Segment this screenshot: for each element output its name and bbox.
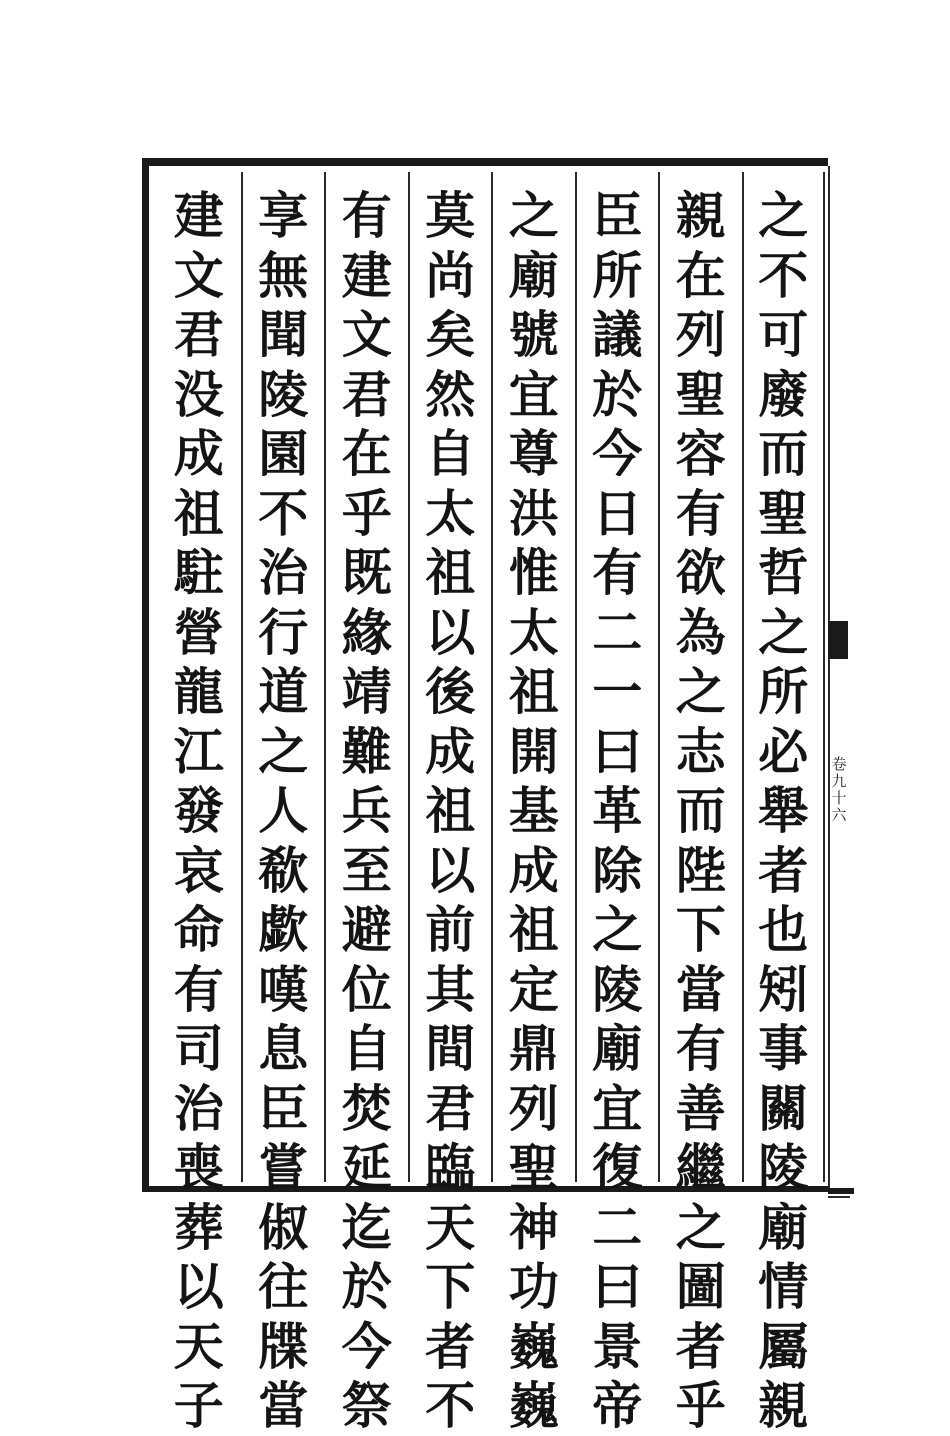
character: 於	[341, 1257, 392, 1316]
character: 復	[592, 1138, 643, 1197]
character: 太	[425, 483, 476, 543]
character: 而	[675, 781, 726, 840]
character: 君	[425, 1078, 476, 1138]
fold-label-char: 六	[831, 806, 847, 824]
character: 洪	[508, 483, 559, 543]
character: 發	[173, 781, 224, 840]
character: 列	[508, 1078, 559, 1138]
character: 議	[592, 305, 643, 364]
character: 以	[425, 602, 476, 662]
character: 之	[592, 900, 643, 959]
character: 臨	[425, 1138, 476, 1197]
character: 臣	[592, 186, 643, 245]
character: 列	[675, 305, 726, 364]
character: 營	[173, 602, 224, 662]
character: 祖	[508, 662, 559, 721]
character: 聞	[258, 305, 309, 364]
character: 園	[258, 424, 309, 483]
fold-label-char: 卷	[831, 755, 847, 773]
character: 至	[341, 840, 392, 900]
character: 矧	[758, 959, 809, 1019]
character: 鼎	[508, 1019, 559, 1078]
character: 往	[258, 1257, 309, 1316]
character: 基	[508, 781, 559, 840]
character: 陛	[675, 840, 726, 900]
character: 容	[675, 424, 726, 483]
character: 下	[675, 900, 726, 959]
character: 兵	[341, 781, 392, 840]
character: 者	[425, 1316, 476, 1376]
character: 祖	[425, 543, 476, 602]
character: 神	[508, 1197, 559, 1257]
fold-volume-label	[830, 756, 848, 824]
character: 革	[592, 781, 643, 840]
character: 哲	[758, 543, 809, 602]
character: 君	[173, 305, 224, 364]
character: 所	[592, 245, 643, 305]
character: 以	[173, 1257, 224, 1316]
character: 命	[173, 900, 224, 959]
character: 今	[341, 1316, 392, 1376]
character: 繼	[675, 1138, 726, 1197]
character: 矣	[425, 305, 476, 364]
character: 不	[258, 483, 309, 543]
text-columns	[157, 172, 825, 1435]
text-column-5	[408, 172, 492, 1435]
character: 廟	[592, 1019, 643, 1078]
character: 牒	[258, 1316, 309, 1376]
character: 道	[258, 662, 309, 721]
character: 成	[173, 424, 224, 483]
character: 曰	[592, 1257, 643, 1316]
character: 不	[425, 1376, 476, 1435]
character: 惟	[508, 543, 559, 602]
character: 舉	[758, 781, 809, 840]
character: 之	[758, 602, 809, 662]
character: 有	[675, 483, 726, 543]
character: 俶	[258, 1197, 309, 1257]
character: 在	[341, 424, 392, 483]
character: 關	[758, 1078, 809, 1138]
character: 號	[508, 305, 559, 364]
character: 建	[341, 245, 392, 305]
character: 定	[508, 959, 559, 1019]
character: 除	[592, 840, 643, 900]
character: 没	[173, 364, 224, 424]
character: 建	[173, 186, 224, 245]
character: 必	[758, 721, 809, 781]
character: 有	[675, 1019, 726, 1078]
page-fold	[828, 166, 850, 1188]
character: 天	[425, 1197, 476, 1257]
character: 廟	[508, 245, 559, 305]
character: 所	[758, 662, 809, 721]
character: 有	[592, 543, 643, 602]
character: 善	[675, 1078, 726, 1138]
character: 前	[425, 900, 476, 959]
character: 陵	[258, 364, 309, 424]
character: 之	[758, 186, 809, 245]
character: 之	[258, 721, 309, 781]
character: 無	[258, 245, 309, 305]
character: 帝	[592, 1376, 643, 1435]
character: 天	[173, 1316, 224, 1376]
character: 緣	[341, 602, 392, 662]
character: 親	[675, 186, 726, 245]
character: 哀	[173, 840, 224, 900]
character: 乎	[341, 483, 392, 543]
character: 志	[675, 721, 726, 781]
character: 陵	[592, 959, 643, 1019]
character: 龍	[173, 662, 224, 721]
character: 自	[425, 424, 476, 483]
character: 今	[592, 424, 643, 483]
character: 莫	[425, 186, 476, 245]
character: 子	[173, 1376, 224, 1435]
character: 然	[425, 364, 476, 424]
character: 景	[592, 1316, 643, 1376]
character: 事	[758, 1019, 809, 1078]
character: 後	[425, 662, 476, 721]
character: 臣	[258, 1078, 309, 1138]
character: 位	[341, 959, 392, 1019]
character: 人	[258, 781, 309, 840]
character: 而	[758, 424, 809, 483]
character: 當	[675, 959, 726, 1019]
text-column-6	[324, 172, 408, 1435]
text-column-1	[742, 172, 826, 1435]
character: 宜	[592, 1078, 643, 1138]
character: 日	[592, 483, 643, 543]
character: 聖	[675, 364, 726, 424]
character: 圖	[675, 1257, 726, 1316]
character: 廟	[758, 1197, 809, 1257]
character: 太	[508, 602, 559, 662]
character: 功	[508, 1257, 559, 1316]
character: 喪	[173, 1138, 224, 1197]
text-column-7	[241, 172, 325, 1435]
character: 也	[758, 900, 809, 959]
character: 不	[758, 245, 809, 305]
character: 可	[758, 305, 809, 364]
character: 歔	[258, 900, 309, 959]
character: 二	[592, 602, 643, 662]
character: 之	[675, 1197, 726, 1257]
character: 祖	[173, 483, 224, 543]
character: 在	[675, 245, 726, 305]
character: 息	[258, 1019, 309, 1078]
character: 曰	[592, 721, 643, 781]
text-column-4	[491, 172, 575, 1435]
character: 江	[173, 721, 224, 781]
character: 宜	[508, 364, 559, 424]
character: 祖	[508, 900, 559, 959]
character: 嘆	[258, 959, 309, 1019]
character: 當	[258, 1376, 309, 1435]
character: 治	[258, 543, 309, 602]
character: 開	[508, 721, 559, 781]
character: 難	[341, 721, 392, 781]
character: 之	[675, 662, 726, 721]
character: 治	[173, 1078, 224, 1138]
character: 者	[758, 840, 809, 900]
character: 尚	[425, 245, 476, 305]
character: 有	[341, 186, 392, 245]
character: 文	[341, 305, 392, 364]
character: 享	[258, 186, 309, 245]
character: 君	[341, 364, 392, 424]
character: 尊	[508, 424, 559, 483]
fold-tick	[828, 1196, 850, 1198]
character: 間	[425, 1019, 476, 1078]
character: 巍	[508, 1316, 559, 1376]
character: 成	[425, 721, 476, 781]
character: 成	[508, 840, 559, 900]
character: 親	[758, 1376, 809, 1435]
character: 其	[425, 959, 476, 1019]
fish-tail-mark	[828, 621, 848, 659]
character: 文	[173, 245, 224, 305]
text-column-8	[157, 172, 241, 1435]
character: 聖	[508, 1138, 559, 1197]
character: 避	[341, 900, 392, 959]
character: 駐	[173, 543, 224, 602]
character: 靖	[341, 662, 392, 721]
character: 迄	[341, 1197, 392, 1257]
character: 巍	[508, 1376, 559, 1435]
character: 二	[592, 1197, 643, 1257]
character: 司	[173, 1019, 224, 1078]
character: 焚	[341, 1078, 392, 1138]
character: 屬	[758, 1316, 809, 1376]
character: 葬	[173, 1197, 224, 1257]
character: 陵	[758, 1138, 809, 1197]
fold-line	[828, 166, 830, 1188]
character: 延	[341, 1138, 392, 1197]
character: 聖	[758, 483, 809, 543]
fold-label-char: 九	[831, 772, 847, 790]
character: 廢	[758, 364, 809, 424]
text-column-2	[658, 172, 742, 1435]
text-column-3	[575, 172, 659, 1435]
character: 有	[173, 959, 224, 1019]
fold-label-char: 十	[831, 789, 847, 807]
character: 情	[758, 1257, 809, 1316]
character: 下	[425, 1257, 476, 1316]
character: 於	[592, 364, 643, 424]
character: 以	[425, 840, 476, 900]
character: 自	[341, 1019, 392, 1078]
character: 欷	[258, 840, 309, 900]
character: 乎	[675, 1376, 726, 1435]
character: 欲	[675, 543, 726, 602]
character: 既	[341, 543, 392, 602]
character: 為	[675, 602, 726, 662]
character: 之	[508, 186, 559, 245]
character: 一	[592, 662, 643, 721]
character: 祭	[341, 1376, 392, 1435]
character: 者	[675, 1316, 726, 1376]
character: 行	[258, 602, 309, 662]
character: 嘗	[258, 1138, 309, 1197]
character: 祖	[425, 781, 476, 840]
frame-bottom-extension	[828, 1188, 854, 1194]
